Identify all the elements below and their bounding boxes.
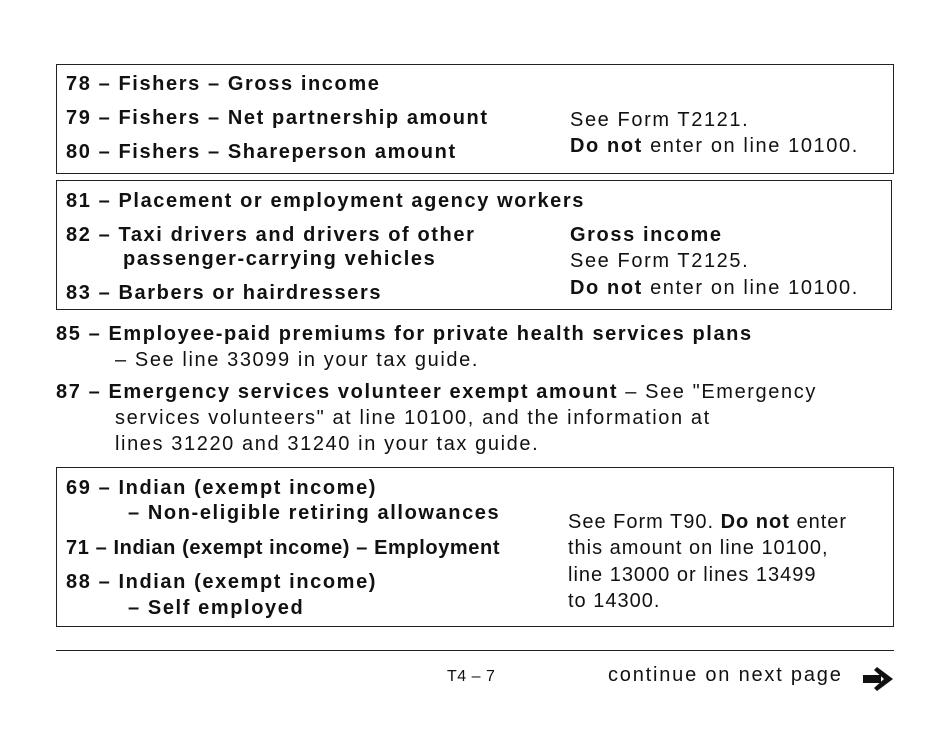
item-87-line3: lines 31220 and 31240 in your tax guide. (115, 433, 540, 455)
item-82-line1: 82 – Taxi drivers and drivers of other (66, 224, 476, 246)
item-83: 83 – Barbers or hairdressers (66, 282, 383, 304)
item-79: 79 – Fishers – Net partnership amount (66, 107, 489, 129)
item-85-detail: – See line 33099 in your tax guide. (115, 349, 479, 371)
item-69-line1: 69 – Indian (exempt income) (66, 477, 378, 499)
t90-note-line2: this amount on line 10100, (568, 537, 829, 559)
item-85-title: 85 – Employee-paid premiums for private health services plans (56, 323, 753, 345)
t90-note-line1 (568, 510, 847, 534)
do-not-emphasis: Do not (720, 511, 790, 533)
item-69-line2: – Non-eligible retiring allowances (128, 502, 501, 524)
fishers-note-donot (570, 134, 859, 158)
item-88-line2: – Self employed (128, 597, 305, 619)
item-87-line2: services volunteers" at line 10100, and the information at (115, 407, 711, 429)
fishers-note-form: See Form T2121. (570, 109, 750, 131)
item-82-line2: passenger-carrying vehicles (123, 248, 437, 270)
fishers-note-rest: enter on line 10100. (642, 135, 859, 157)
item-88-line1: 88 – Indian (exempt income) (66, 571, 378, 593)
t90-note-line4: to 14300. (568, 590, 661, 612)
footer-rule (56, 650, 894, 651)
right-arrow-icon[interactable] (862, 666, 894, 692)
item-80: 80 – Fishers – Shareperson amount (66, 141, 457, 163)
t2125-do-not (570, 276, 859, 300)
page-number: T4 – 7 (447, 668, 496, 685)
t90-note-b: enter (789, 511, 848, 533)
t2125-note: See Form T2125. (570, 250, 750, 272)
t90-note-a: See Form T90. (568, 511, 721, 533)
do-not-emphasis: Do not (570, 277, 643, 299)
item-87-line1 (56, 380, 817, 404)
item-87-title: 87 – Emergency services volunteer exempt amount (56, 381, 619, 403)
continue-next-page[interactable]: continue on next page (608, 664, 843, 686)
do-not-emphasis: Do not (570, 135, 643, 157)
t90-note-line3: line 13000 or lines 13499 (568, 564, 817, 586)
gross-income-heading: Gross income (570, 224, 723, 246)
item-87-rest: – See "Emergency (618, 381, 817, 403)
item-71: 71 – Indian (exempt income) – Employment (66, 537, 501, 559)
item-78: 78 – Fishers – Gross income (66, 73, 381, 95)
item-81: 81 – Placement or employment agency workers (66, 190, 585, 212)
t2125-note-rest: enter on line 10100. (642, 277, 859, 299)
